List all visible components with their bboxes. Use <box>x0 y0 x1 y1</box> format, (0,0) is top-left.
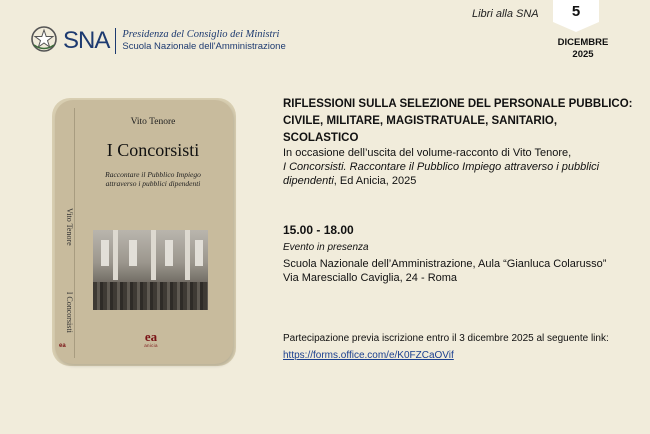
book-cover <box>55 100 233 364</box>
event-month: DICEMBRE <box>557 37 609 48</box>
logo-presidency-text: Presidenza del Consiglio dei Ministri <box>122 29 280 40</box>
event-venue <box>283 257 633 285</box>
registration-note: Partecipazione previa iscrizione entro il 3 dicembre 2025 al seguente link: <box>283 333 609 344</box>
book-author: Vito Tenore <box>130 117 176 127</box>
book-subtitle-line1: Raccontare il Pubblico Impiego <box>105 170 201 179</box>
headline-line2: CIVILE, MILITARE, MAGISTRATUALE, SANITARIO, SCOLASTICO <box>283 115 558 144</box>
publisher-name: anicia <box>144 343 158 348</box>
event-time: 15.00 - 18.00 <box>283 223 354 237</box>
registration-link[interactable]: https://forms.office.com/e/K0FZCaOVif <box>283 350 454 361</box>
header <box>0 0 650 70</box>
book-spine-text <box>65 208 74 358</box>
spine-title: I Concorsisti <box>65 291 74 333</box>
intro-prefix: In occasione dell’uscita del volume-racconto di Vito Tenore, <box>283 147 572 159</box>
headline-line1: RIFLESSIONI SULLA SELEZIONE DEL PERSONALE PUBBLICO: <box>283 98 633 110</box>
venue-line2: Via Maresciallo Caviglia, 24 - Roma <box>283 272 458 284</box>
publisher-mark: ea <box>144 329 158 344</box>
event-mode: Evento in presenza <box>283 242 369 253</box>
event-year: 2025 <box>572 49 594 60</box>
intro-suffix: , Ed Anicia, 2025 <box>333 175 417 187</box>
book-subtitle-line2: attraverso i pubblici dipendenti <box>105 179 201 188</box>
venue-line1: Scuola Nazionale dell’Amministrazione, Aula “Gianluca Colarusso” <box>283 258 607 270</box>
logo-school-text: Scuola Nazionale dell'Amministrazione <box>122 41 286 52</box>
book-cover-photo <box>93 230 208 310</box>
publisher-logo <box>141 331 161 348</box>
sna-logo <box>63 27 286 55</box>
date-badge <box>553 0 599 30</box>
book-title: I Concorsisti <box>106 140 200 160</box>
event-day: 5 <box>571 3 581 20</box>
book-subtitle <box>83 170 223 188</box>
event-headline <box>283 96 633 147</box>
spine-divider <box>74 108 75 358</box>
logo-divider <box>115 28 116 54</box>
spine-publisher-mark: ea <box>59 343 66 349</box>
intro-book-title: I Concorsisti. Raccontare il Pubblico Impiego attraverso i pubblici dipendenti <box>283 161 600 187</box>
italian-republic-emblem-icon <box>30 25 58 53</box>
series-label: Libri alla SNA <box>472 8 539 20</box>
spine-author: Vito Tenore <box>65 208 74 246</box>
sna-logo-letters: SNA <box>63 27 110 54</box>
event-intro <box>283 146 623 188</box>
